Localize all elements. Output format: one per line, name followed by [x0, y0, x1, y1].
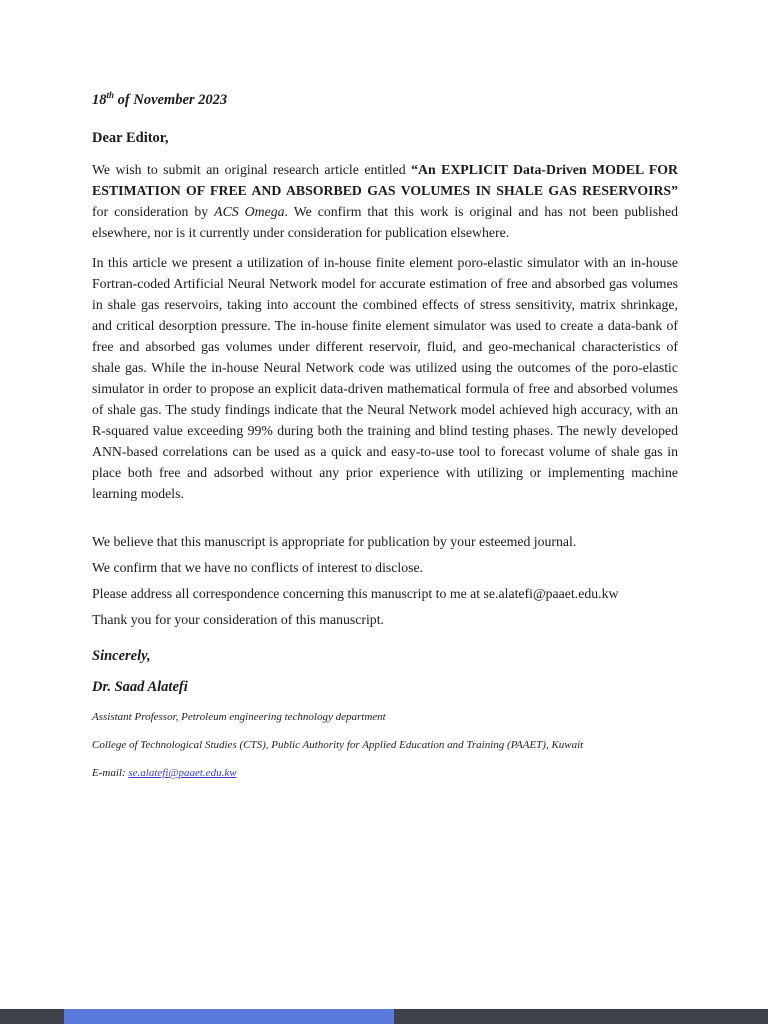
statement-line: Thank you for your consideration of this manuscript. [92, 612, 384, 627]
letter-date [92, 92, 678, 109]
salutation: Dear Editor, [92, 130, 169, 146]
email-line [92, 767, 678, 780]
paragraph-abstract: In this article we present a utilization of in-house finite element poro-elastic simulator with an in-house Fortran-coded Artificial Neural Network model for accurate estimation of free and absorbed gas volumes in shale gas reservoirs, taking into account the combined effects of stress sensitivity, matrix shrinkage, and critical desorption pressure. The in-house finite element simulator was used to create a data-bank of free and absorbed gas volumes under different reservoir, fluid, and geo-mechanical characteristics of shale gas. While the in-house Neural Network code was utilized using the outcomes of the poro-elastic simulator in order to propose an explicit data-driven mathematical formula of free and absorbed volumes of shale gas. The study findings indicate that the Neural Network model achieved high accuracy, with an R-squared value exceeding 99% during both the training and blind testing phases. The newly developed ANN-based correlations can be used as a quick and easy-to-use tool to forecast volume of shale gas in place both free and adsorbed without any prior experience with utilizing or implementing machine learning models. [92, 255, 678, 501]
paragraph1-mid: for consideration by [92, 204, 215, 219]
email-link[interactable]: se.alatefi@paaet.edu.kw [128, 767, 237, 779]
closing: Sincerely, [92, 648, 151, 664]
statement-line: Please address all correspondence concerning this manuscript to me at se.alatefi@paaet.edu.kw [92, 586, 619, 601]
date-ordinal: th [106, 90, 115, 101]
paragraph1-post: . We confirm that this work is original and has not been published elsewhere, nor is it currently under consideration for publication elsewhere. [92, 204, 679, 240]
email-label: E-mail: [92, 767, 129, 779]
statement-line: We confirm that we have no conflicts of interest to disclose. [92, 560, 424, 575]
paragraph-submission [92, 159, 678, 243]
manuscript-title: “An EXPLICIT Data-Driven MODEL FOR ESTIMATION OF FREE AND ABSORBED GAS VOLUMES IN SHALE GAS RESERVOIRS” [92, 162, 678, 198]
paragraph1-pre: We wish to submit an original research article entitled [92, 162, 412, 177]
viewer-progress-fill[interactable] [64, 1009, 394, 1024]
signature-name: Dr. Saad Alatefi [92, 679, 188, 695]
credential-line: College of Technological Studies (CTS), Public Authority for Applied Education and Training (PAAET), Kuwait [92, 739, 584, 751]
date-day: 18 [92, 92, 107, 108]
journal-name: ACS Omega [214, 204, 285, 219]
date-rest: of November 2023 [114, 92, 228, 108]
viewer-progress-track[interactable] [0, 1009, 768, 1024]
credential-line: Assistant Professor, Petroleum engineering technology department [92, 711, 386, 723]
statement-line: We believe that this manuscript is appropriate for publication by your esteemed journal. [92, 534, 577, 549]
